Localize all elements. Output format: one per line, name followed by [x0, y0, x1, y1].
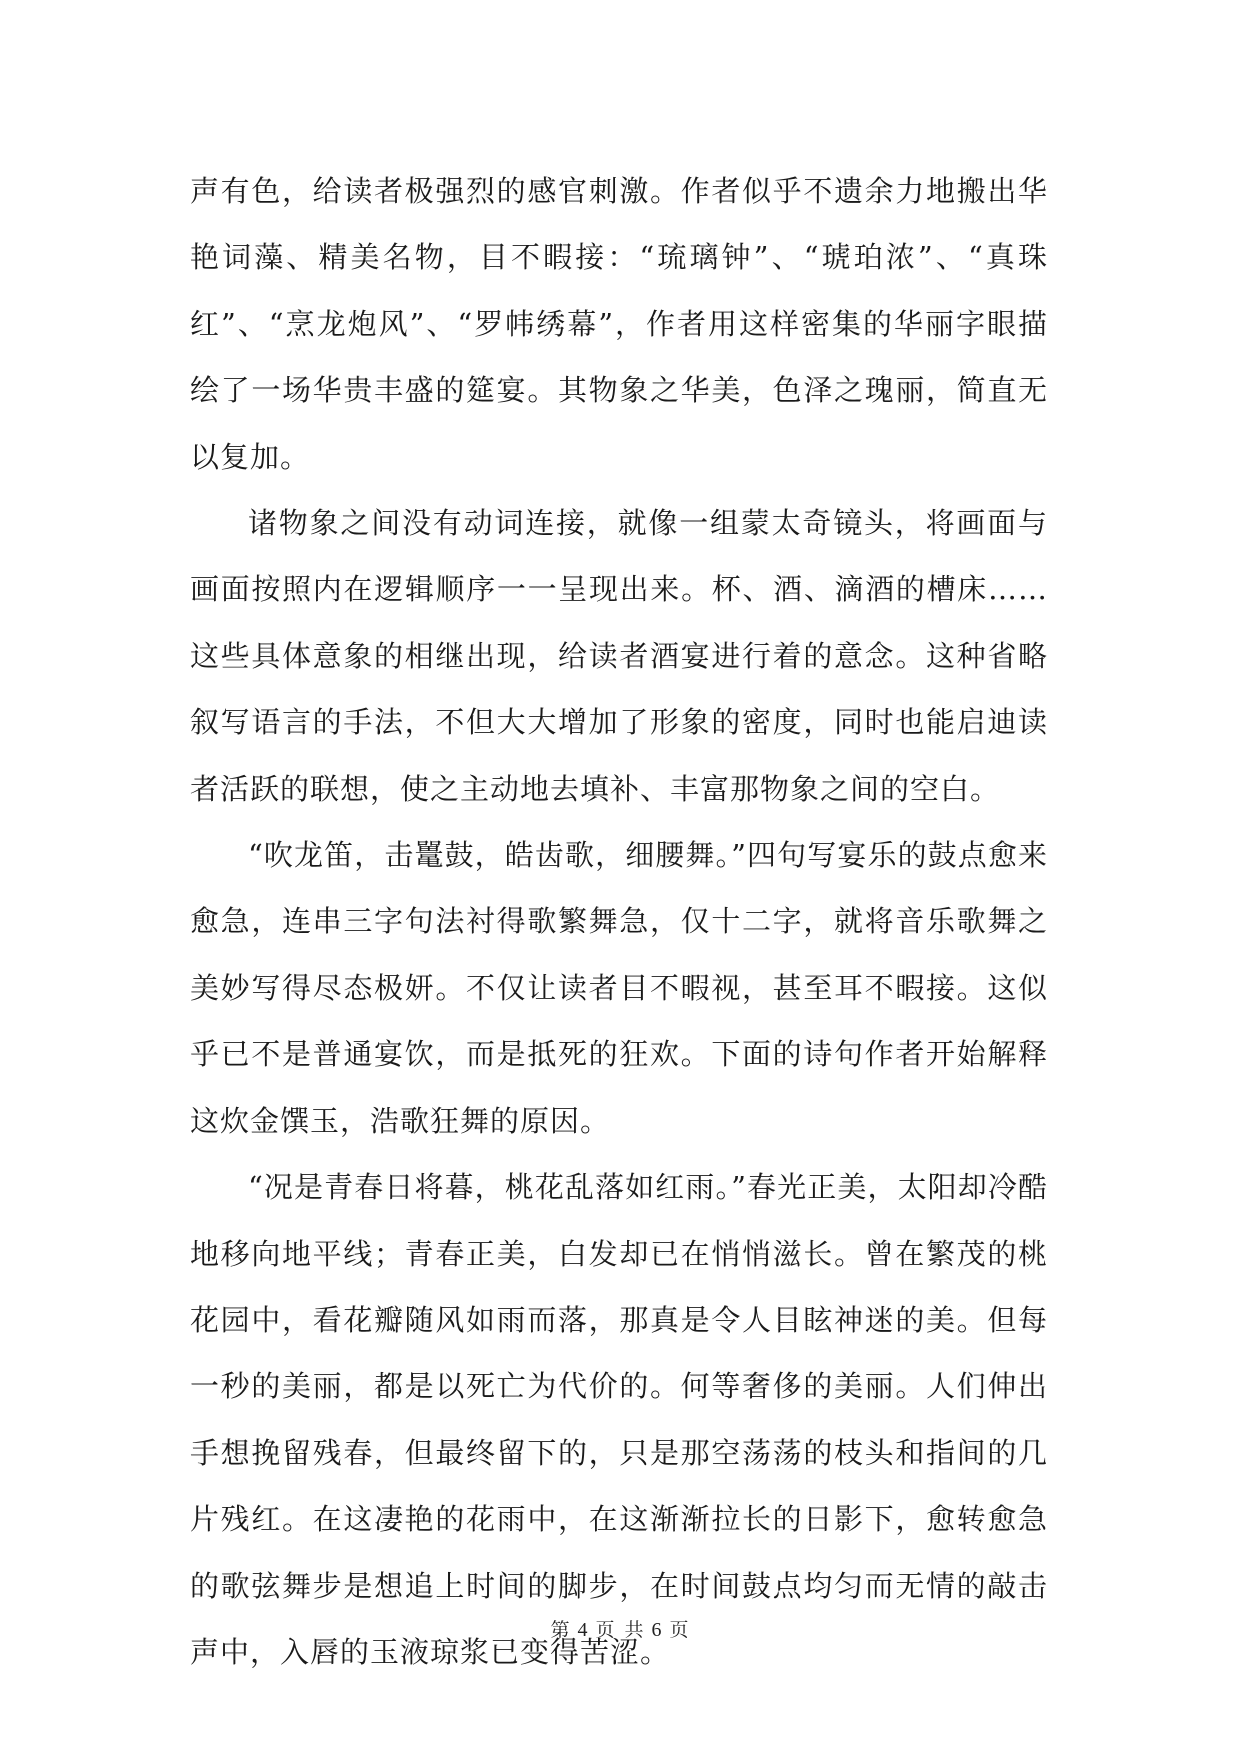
footer-suffix: 页	[669, 1619, 691, 1641]
footer-prefix: 第	[550, 1619, 572, 1641]
footer-middle: 页 共	[595, 1619, 646, 1641]
paragraph: 诸物象之间没有动词连接，就像一组蒙太奇镜头，将画面与画面按照内在逻辑顺序一一呈现出来。杯、酒、滴酒的槽床……这些具体意象的相继出现，给读者酒宴进行着的意念。这种省略叙写语言的手法，不但大大增加了形象的密度，同时也能启迪读者活跃的联想，使之主动地去填补、丰富那物象之间的空白。	[190, 506, 1048, 806]
total-pages-number: 6	[651, 1619, 664, 1641]
current-page-number: 4	[577, 1619, 590, 1641]
paragraph-continuation: 声有色，给读者极强烈的感官刺激。作者似乎不遗余力地搬出华艳词藻、精美名物，目不暇接：“琉璃钟”、“琥珀浓”、“真珠红”、“烹龙炮风”、“罗帏绣幕”，作者用这样密集的华丽字眼描绘了一场华贵丰盛的筵宴。其物象之华美，色泽之瑰丽，简直无以复加。	[190, 174, 1048, 474]
page-footer	[0, 1615, 1241, 1642]
paragraph: “吹龙笛，击鼍鼓，皓齿歌，细腰舞。”四句写宴乐的鼓点愈来愈急，连串三字句法衬得歌繁舞急，仅十二字，就将音乐歌舞之美妙写得尽态极妍。不仅让读者目不暇视，甚至耳不暇接。这似乎已不是普通宴饮，而是抵死的狂欢。下面的诗句作者开始解释这炊金馔玉，浩歌狂舞的原因。	[190, 838, 1048, 1138]
body-text	[190, 158, 1048, 1685]
paragraph: “况是青春日将暮，桃花乱落如红雨。”春光正美，太阳却冷酷地移向地平线；青春正美，白发却已在悄悄滋长。曾在繁茂的桃花园中，看花瓣随风如雨而落，那真是令人目眩神迷的美。但每一秒的美丽，都是以死亡为代价的。何等奢侈的美丽。人们伸出手想挽留残春，但最终留下的，只是那空荡荡的枝头和指间的几片残红。在这凄艳的花雨中，在这渐渐拉长的日影下，愈转愈急的歌弦舞步是想追上时间的脚步，在时间鼓点均匀而无情的敲击声中，入唇的玉液琼浆已变得苦涩。	[190, 1170, 1048, 1669]
